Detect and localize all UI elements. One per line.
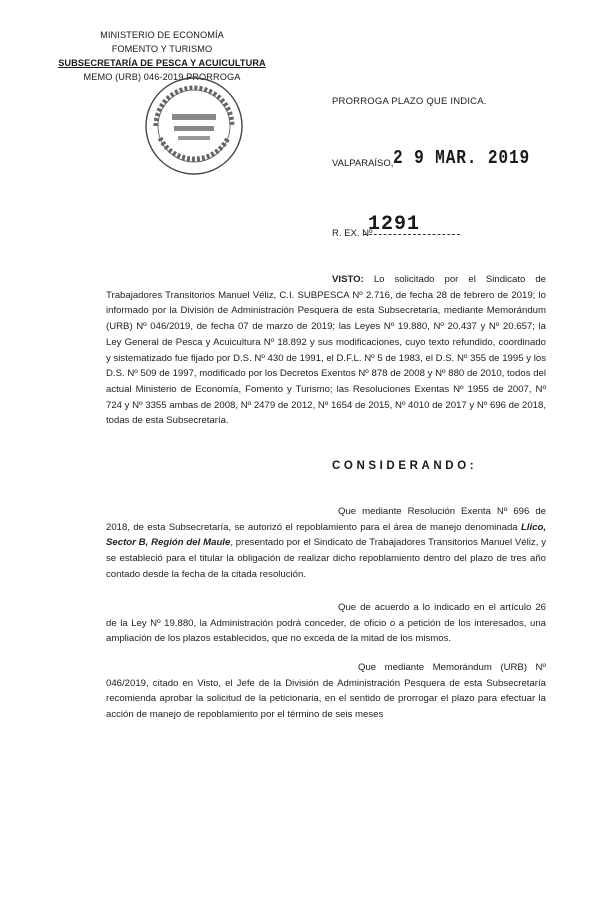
ministry-subtitle: FOMENTO Y TURISMO: [111, 44, 213, 54]
resolution-label: R. EX. Nº: [332, 228, 373, 239]
resolution-underline: [364, 234, 460, 235]
resolution-number: 1291: [368, 213, 421, 236]
considerando-heading: CONSIDERANDO:: [332, 460, 478, 472]
visto-label: VISTO:: [332, 274, 364, 285]
subsecretaria-name: SUBSECRETARÍA DE PESCA Y ACUICULTURA: [58, 58, 266, 68]
document-subject: PRORROGA PLAZO QUE INDICA.: [332, 96, 487, 107]
paragraph-1-part-c: , presentado por el Sindicato de Trabajadores Transitorios Manuel Véliz, y se estableció para el titular la obligación de realizar dicho repoblamiento dentro del plazo de tres año contado desde la fecha de la citada resolución.: [106, 537, 546, 580]
area-name: Llico, Sector B, Región del Maule: [106, 521, 546, 549]
visto-paragraph: [106, 272, 546, 429]
considerando-paragraph-2: Que de acuerdo a lo indicado en el artículo 26 de la Ley Nº 19.880, la Administración podrá conceder, de oficio o a petición de los interesados, una ampliación de los plazos establecidos, que no exceda de la mitad de los mismos.: [106, 602, 546, 645]
considerando-paragraph-3: Que mediante Memorándum (URB) Nº 046/2019, citado en Visto, el Jefe de la División de Administración Pesquera de esta Subsecretaría recomienda aprobar la solicitud de la peticionaria, en el sentido de prorrogar el plazo para efectuar la acción de manejo de repoblamiento por el término de seis meses: [106, 662, 546, 721]
date-stamp: 2 9 MAR. 2019: [393, 147, 531, 169]
official-seal-icon: [142, 74, 246, 178]
considerando-paragraph-1: [106, 504, 546, 583]
visto-text: Lo solicitado por el Sindicato de Trabajadores Transitorios Manuel Véliz, C.I. SUBPESCA Nº 2.716, de fecha 28 de febrero de 2019; lo informado por la División de Administración Pesquera de esta Subsecretaría, mediante Memorándum (URB) Nº 046/2019, de fecha 07 de marzo de 2019; las Leyes Nº 19.880, Nº 20.437 y Nº 20.657; la Ley General de Pesca y Acuicultura Nº 18.892 y sus modificaciones, cuyo texto refundido, coordinado y sistematizado fue fijado por D.S. Nº 430 de 1991, el D.F.L. Nº 5 de 1983, el D.S. Nº 355 de 1995 y los D.S. Nº 509 de 1997, modificado por los Decretos Exentos Nº 878 de 2008 y Nº 880 de 2010, todos del actual Ministerio de Economía, Fomento y Turismo; las Resoluciones Exentas Nº 1955 de 2007, Nº 724 y Nº 3355 ambas de 2008, Nº 2479 de 2012, Nº 1654 de 2015, Nº 4010 de 2017 y Nº 696 de 2018, todas de esta Subsecretaría.: [106, 274, 546, 427]
paragraph-1-part-a: Que mediante Resolución Exenta Nº 696 de 2018, de esta Subsecretaría, se autorizó el repoblamiento para el área de manejo denominada: [106, 506, 546, 533]
memo-reference: MEMO (URB) 046-2019 PRORROGA: [83, 72, 241, 82]
ministry-name: MINISTERIO DE ECONOMÍA: [100, 30, 224, 40]
place-label: VALPARAÍSO,: [332, 158, 394, 169]
